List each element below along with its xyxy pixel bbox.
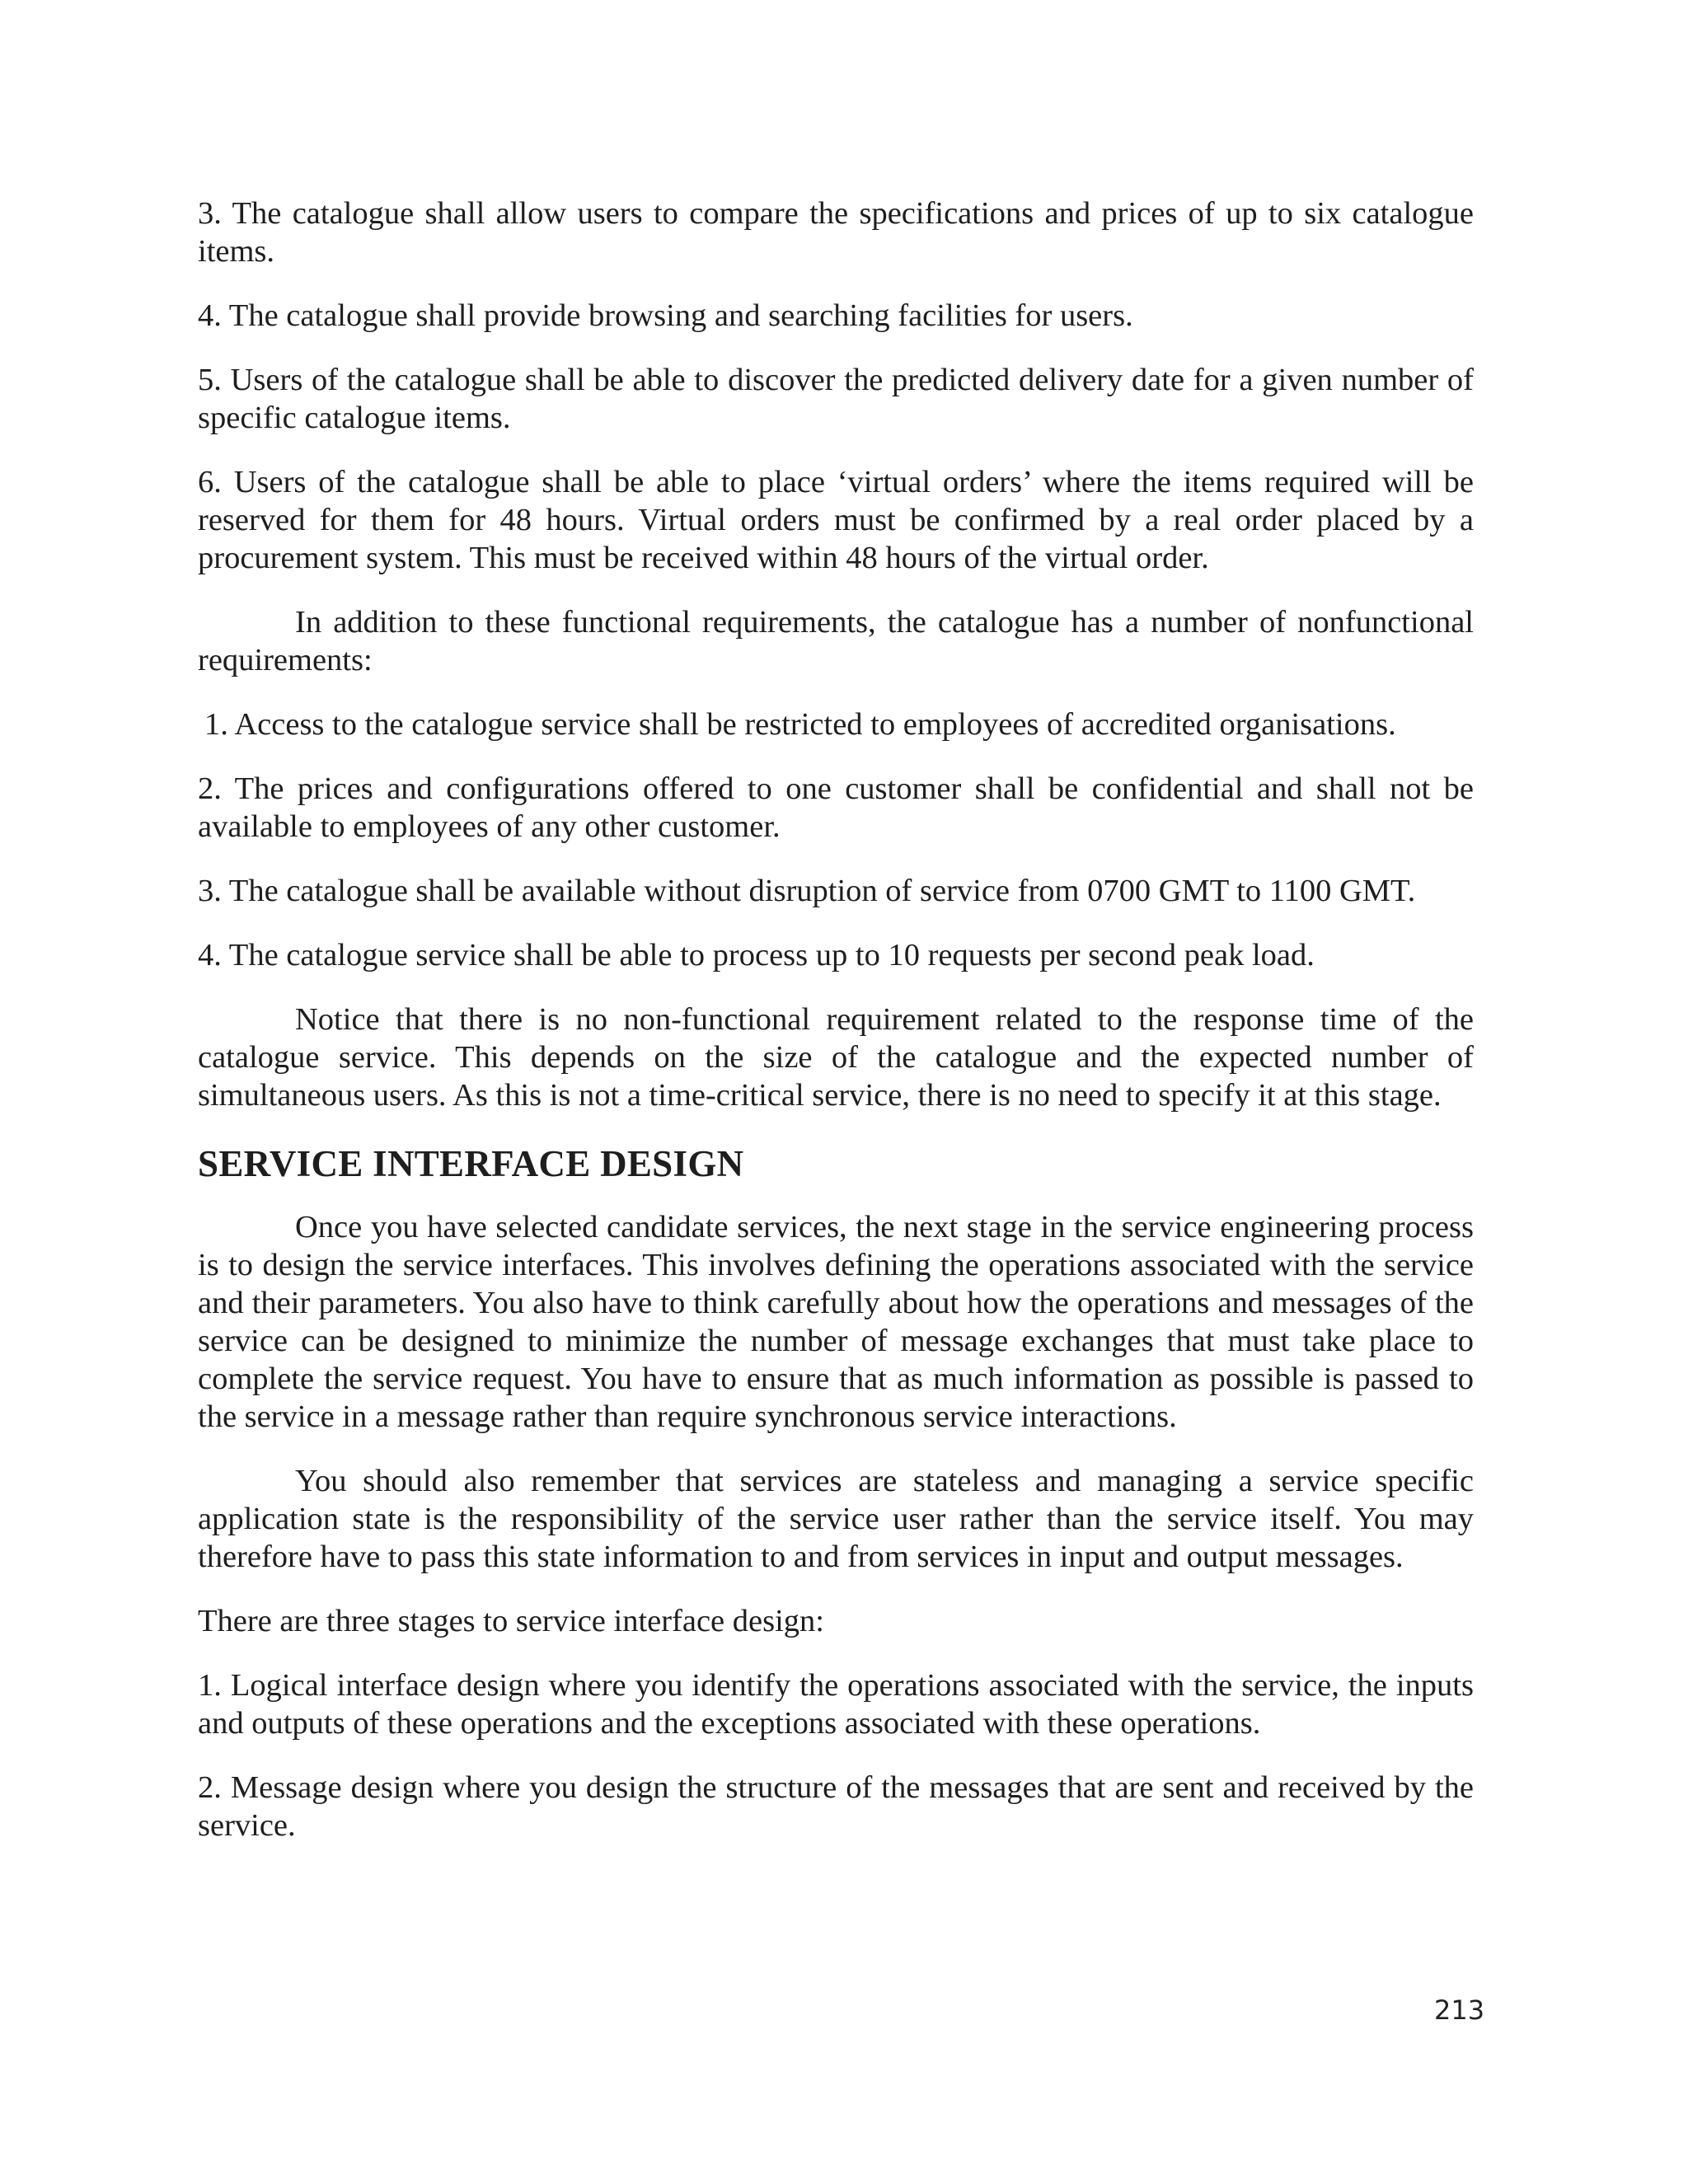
nonfunctional-intro: In addition to these functional requirements, the catalogue has a number of nonfunctional requirements:	[198, 605, 1474, 677]
stage-item-1: 1. Logical interface design where you identify the operations associated with the service, the inputs and outputs of these operations and the exceptions associated with these operations.	[198, 1668, 1474, 1741]
notice-paragraph: Notice that there is no non-functional requirement related to the response time of the catalogue service. This depends on the size of the catalogue and the expected number of simultaneous users. As this is not a time-critical service, there is no need to specify it at this stage.	[198, 1002, 1474, 1113]
page-body	[198, 194, 1474, 1871]
functional-item-6: 6. Users of the catalogue shall be able to place ‘virtual orders’ where the items required will be reserved for them for 48 hours. Virtual orders must be confirmed by a real order placed by a procurement system. This must be received within 48 hours of the virtual order.	[198, 465, 1474, 575]
stage-item-2: 2. Message design where you design the structure of the messages that are sent and received by the service.	[198, 1770, 1474, 1843]
functional-item-5: 5. Users of the catalogue shall be able to discover the predicted delivery date for a given number of specific catalogue items.	[198, 363, 1474, 435]
nonfunctional-item-4: 4. The catalogue service shall be able to process up to 10 requests per second peak load.	[198, 938, 1315, 972]
functional-item-4: 4. The catalogue shall provide browsing and searching facilities for users.	[198, 298, 1133, 333]
section-heading: SERVICE INTERFACE DESIGN	[198, 1143, 744, 1184]
stages-intro: There are three stages to service interface design:	[198, 1604, 824, 1638]
functional-item-3: 3. The catalogue shall allow users to compare the specifications and prices of up to six catalogue items.	[198, 196, 1474, 269]
nonfunctional-item-3: 3. The catalogue shall be available without disruption of service from 0700 GMT to 1100 GMT.	[198, 874, 1416, 908]
nonfunctional-item-1: 1. Access to the catalogue service shall be restricted to employees of accredited organisations.	[204, 707, 1396, 742]
nonfunctional-item-2: 2. The prices and configurations offered to one customer shall be confidential and shall not be available to employees of any other customer.	[198, 771, 1474, 844]
page-number: 213	[1434, 1994, 1485, 2026]
section-paragraph-1: Once you have selected candidate services, the next stage in the service engineering process is to design the service interfaces. This involves defining the operations associated with the service and their parameters. You also have to think carefully about how the operations and messages of the service can be designed to minimize the number of message exchanges that must take place to complete the service request. You have to ensure that as much information as possible is passed to the service in a message rather than require synchronous service interactions.	[198, 1210, 1474, 1434]
section-paragraph-2: You should also remember that services are stateless and managing a service specific application state is the responsibility of the service user rather than the service itself. You may therefore have to pass this state information to and from services in input and output messages.	[198, 1464, 1474, 1574]
